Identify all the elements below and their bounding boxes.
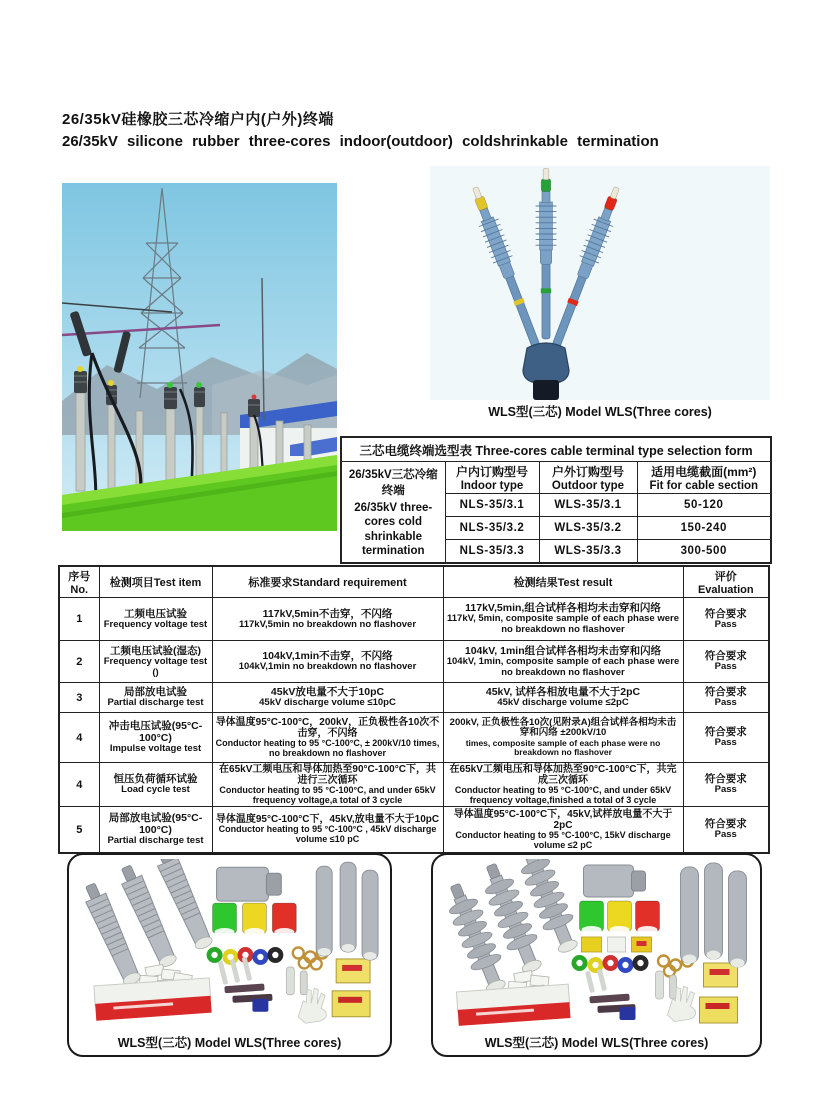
- col-header-outdoor: 户外订购型号 Outdoor type: [539, 462, 637, 494]
- kit-left-art: [75, 859, 384, 1027]
- kit-right-art: [439, 859, 754, 1027]
- substation-photo: [62, 183, 337, 531]
- selection-row: NLS-35/3.3 WLS-35/3.3 300-500: [341, 540, 771, 564]
- selection-row-header: 26/35kV三芯冷缩终端 26/35kV three-cores cold shrinkable termination: [341, 462, 445, 564]
- substation-photo-art: [62, 183, 337, 531]
- selection-row: NLS-35/3.2 WLS-35/3.2 150-240: [341, 517, 771, 540]
- page-title-en: 26/35kV silicone rubber three-cores indoor(outdoor) coldshrinkable termination: [62, 133, 659, 150]
- termination-photo-art: [430, 166, 770, 400]
- kit-right-caption: WLS型(三芯) Model WLS(Three cores): [484, 1036, 709, 1050]
- col-header-indoor: 户内订购型号 Indoor type: [445, 462, 539, 494]
- test-row: 2 工频电压试验(湿态) Frequency voltage test () 104kV,1min不击穿，不闪络 104kV,1min no breakdown no flashover 104kV, 1min组合试样各相均未击穿和闪络 104kV, 1min, composite sample of each phase were no breakdown no flashover 符合要求 Pass: [59, 641, 769, 683]
- selection-row: NLS-35/3.1 WLS-35/3.1 50-120: [341, 494, 771, 517]
- termination-photo: [430, 166, 770, 400]
- test-table: [58, 565, 770, 854]
- col-header-section: 适用电缆截面(mm²) Fit for cable section: [637, 462, 771, 494]
- kit-photo-left: [67, 853, 392, 1057]
- test-table-header: 序号No. 检测项目Test item 标准要求Standard requirement 检测结果Test result 评价 Evaluation: [59, 566, 769, 598]
- test-row: 5 局部放电试验(95°C-100°C) Partial discharge test 导体温度95°C-100°C下，45kV,放电量不大于10pC Conductor heating to 95 °C-100°C , 45kV discharge volume ≤10 pC 导体温度95°C-100°C下，45kV,试样放电量不大于2pC Conductor heating to 95 °C-100°C, 15kV discharge volume ≤2 pC 符合要求 Pass: [59, 807, 769, 853]
- test-row: 4 冲击电压试验(95°C-100°C) Impulse voltage test 导体温度95°C-100°C，200kV，正负极性各10次不击穿，不闪络 Conductor heating to 95 °C-100°C, ± 200kV/10 times, no breakdown no flashover 200kV, 正负极性各10次(见附录A)组合试样各相均未击穿和闪络 ±200kV/10 times, composite sample of each phase were no breakdown no flashover 符合要求 Pass: [59, 713, 769, 763]
- selection-table-title: 三芯电缆终端选型表 Three-cores cable terminal type selection form: [341, 437, 771, 462]
- test-row: 4 恒压负荷循环试验 Load cycle test 在65kV工频电压和导体加热至90°C-100°C下，共进行三次循环 Conductor heating to 95 °C-100°C, and under 65kV frequency voltage,a total of 3 cycle 在65kV工频电压和导体加热至90°C-100°C下，共完成三次循环 Conductor heating to 95 °C-100°C, and under 65kV frequency voltage,finished a total of 3 cycle 符合要求 Pass: [59, 763, 769, 807]
- kit-left-caption: WLS型(三芯) Model WLS(Three cores): [117, 1036, 342, 1050]
- test-row: 3 局部放电试验 Partial discharge test 45kV放电量不大于10pC 45kV discharge volume ≤10pC 45kV, 试样各相放电量不大于2pC 45kV discharge volume ≤2pC 符合要求 Pass: [59, 683, 769, 713]
- selection-table: [340, 436, 772, 564]
- test-row: 1 工频电压试验 Frequency voltage test 117kV,5min不击穿，不闪络 117kV,5min no breakdown no flashover 117kV,5min,组合试样各相均未击穿和闪络 117kV, 5min, composite sample of each phase were no breakdown no flashover 符合要求 Pass: [59, 598, 769, 641]
- termination-caption: WLS型(三芯) Model WLS(Three cores): [488, 405, 712, 419]
- page-title-zh: 26/35kV硅橡胶三芯冷缩户内(户外)终端: [62, 111, 334, 128]
- kit-photo-right: [431, 853, 762, 1057]
